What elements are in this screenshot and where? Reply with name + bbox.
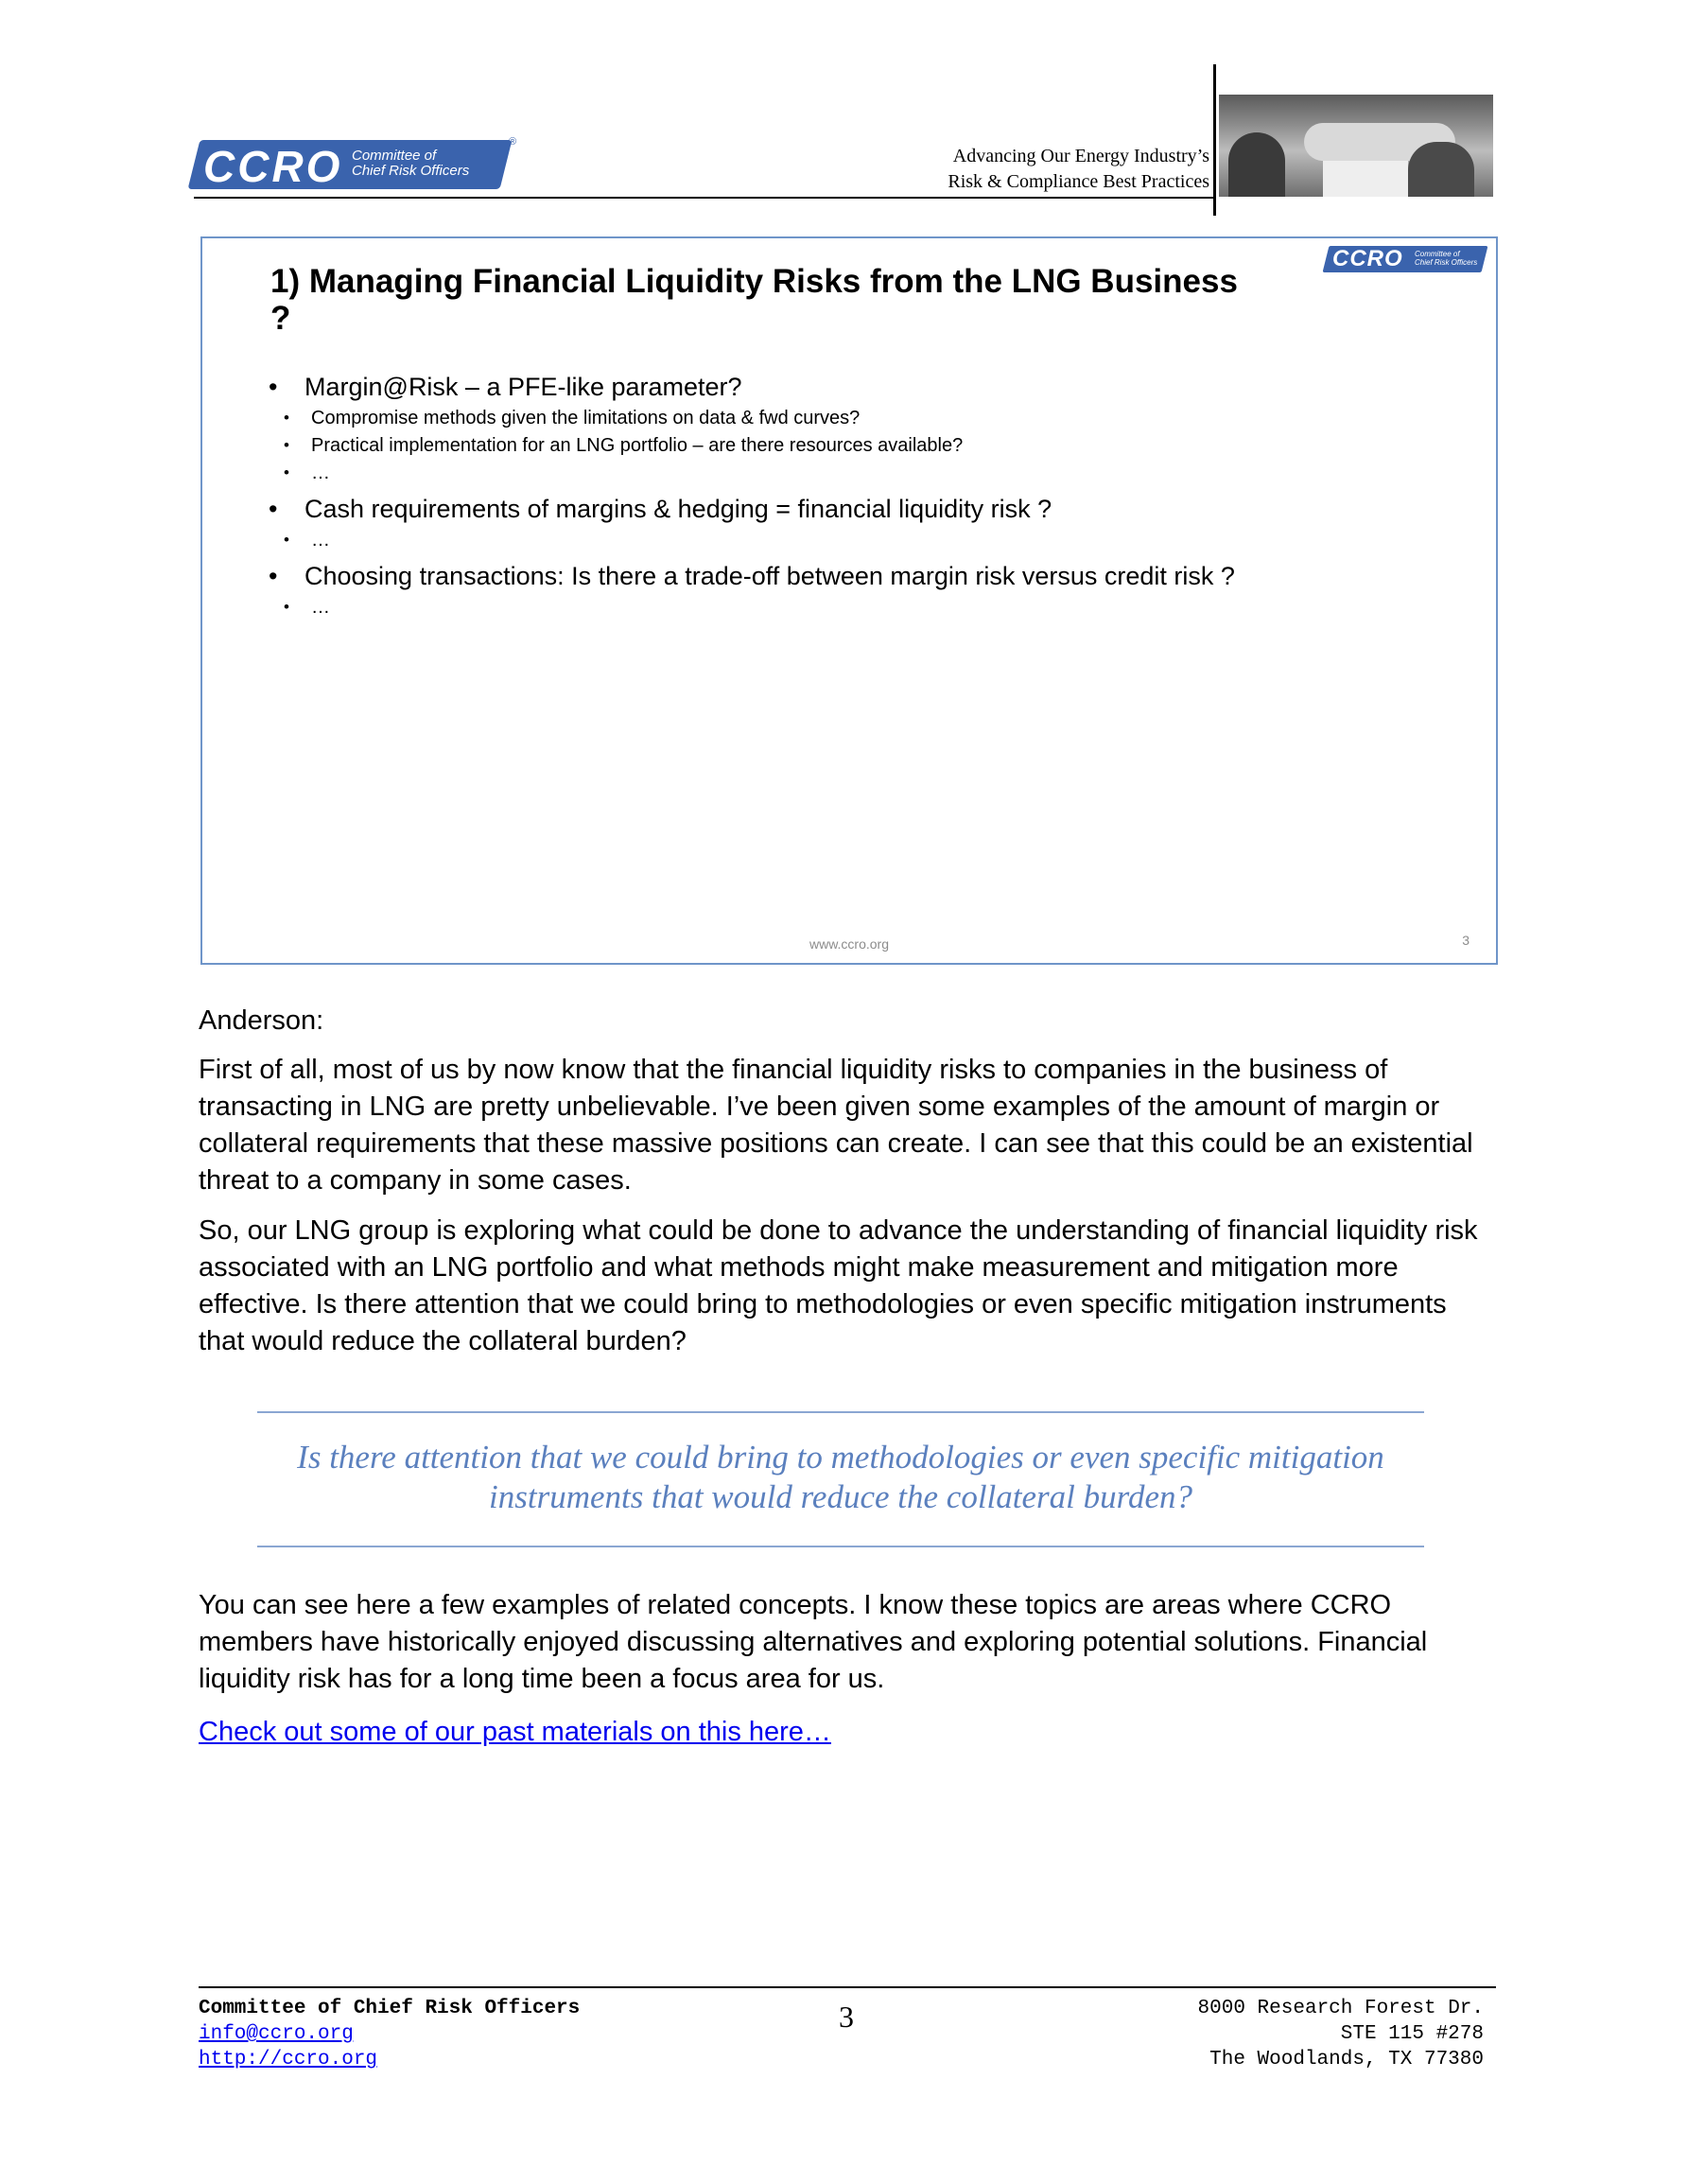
slide-bullet-text: Choosing transactions: Is there a trade-off between margin risk versus credit risk ? (304, 562, 1235, 590)
slide-logo-text: CCRO (1332, 246, 1403, 271)
slide-sub-bullet-text: … (311, 463, 330, 483)
meeting-photo (1219, 95, 1493, 197)
slide-bullet-list (269, 367, 1451, 620)
slide-logo-sub-line2: Chief Risk Officers (1415, 258, 1478, 267)
body-paragraph: So, our LNG group is exploring what could be done to advance the understanding of financial liquidity risk associated with an LNG portfolio and what methods might make measurement and mitigation more effective. Is there attention that we could bring to methodologies or even specific mitigation instruments that would reduce the collateral burden? (199, 1215, 1478, 1356)
slide-bullet-text: Cash requirements of margins & hedging = financial liquidity risk ? (304, 495, 1052, 523)
body-paragraph: First of all, most of us by now know that the financial liquidity risks to companies in the business of transacting in LNG are pretty unbelievable. I’ve been given some examples of the amount of margin or collateral requirements that these massive positions can create. I can see that this could be an existential threat to a company in some cases. (199, 1055, 1473, 1196)
pull-quote: Is there attention that we could bring to methodologies or even specific mitigation instruments that would reduce the collateral burden? (297, 1439, 1384, 1515)
slide-bullet (269, 560, 1451, 592)
bullet-dot: • (284, 436, 289, 454)
tagline-line2: Risk & Compliance Best Practices (948, 171, 1209, 192)
footer-contact (199, 1996, 580, 2072)
slide-sub-bullet-text: … (311, 530, 330, 550)
bullet-dot: • (269, 562, 278, 590)
bullet-dot: • (284, 598, 289, 616)
body-paragraph: You can see here a few examples of related concepts. I know these topics are areas where CCRO members have historically enjoyed discussing alternatives and exploring potential solutions. Financial liquidity risk has for a long time been a focus area for us. (199, 1590, 1428, 1694)
bullet-dot: • (269, 373, 278, 401)
ccro-logo (194, 136, 517, 192)
registered-mark: ® (509, 136, 517, 148)
pull-quote-bottom-rule (257, 1546, 1424, 1547)
page-header (0, 0, 1687, 218)
address-line3: The Woodlands, TX 77380 (1209, 2049, 1484, 2070)
slide-sub-bullet (269, 595, 1451, 620)
pull-quote-top-rule (257, 1411, 1424, 1413)
bullet-dot: • (284, 463, 289, 481)
past-materials-link[interactable]: Check out some of our past materials on this here… (199, 1717, 831, 1747)
logo-subtitle-line2: Chief Risk Officers (352, 163, 470, 179)
logo-text: CCRO (203, 142, 343, 191)
slide-image (200, 236, 1498, 965)
footer-email-link[interactable]: info@ccro.org (199, 2023, 354, 2045)
bullet-dot: • (269, 495, 278, 523)
slide-sub-bullet-text: … (311, 597, 330, 618)
slide-number: 3 (1462, 933, 1470, 948)
slide-sub-bullet (269, 406, 1451, 430)
address-line1: 8000 Research Forest Dr. (1197, 1998, 1484, 2019)
bullet-dot: • (284, 409, 289, 427)
header-divider (194, 197, 1213, 199)
speaker-label: Anderson: (199, 1005, 324, 1036)
slide-bullet-text: Margin@Risk – a PFE-like parameter? (304, 373, 742, 401)
slide-ccro-logo (1326, 246, 1488, 272)
slide-sub-bullet (269, 528, 1451, 552)
page-number: 3 (839, 2000, 854, 2034)
address-line2: STE 115 #278 (1340, 2023, 1484, 2045)
slide-sub-bullet-text: Compromise methods given the limitations on data & fwd curves? (311, 408, 861, 428)
slide-bullet (269, 493, 1451, 525)
logo-subtitle-line1: Committee of (352, 148, 437, 164)
slide-sub-bullet (269, 433, 1451, 458)
footer-org-name: Committee of Chief Risk Officers (199, 1998, 581, 2019)
slide-title: 1) Managing Financial Liquidity Risks from the LNG Business ? (270, 263, 1238, 337)
tagline-line1: Advancing Our Energy Industry’s (952, 146, 1209, 166)
slide-logo-sub-line1: Committee of (1415, 250, 1460, 258)
footer-website-link[interactable]: http://ccro.org (199, 2049, 378, 2070)
bullet-dot: • (284, 531, 289, 549)
footer-divider (199, 1986, 1496, 1988)
slide-footer-url: www.ccro.org (809, 936, 890, 952)
slide-sub-bullet (269, 461, 1451, 485)
footer-address (1198, 1996, 1484, 2072)
slide-sub-bullet-text: Practical implementation for an LNG portfolio – are there resources available? (311, 435, 964, 456)
header-vertical-divider (1213, 64, 1216, 216)
slide-bullet (269, 371, 1451, 403)
logo-subtitle (352, 149, 469, 179)
header-tagline (948, 144, 1209, 195)
